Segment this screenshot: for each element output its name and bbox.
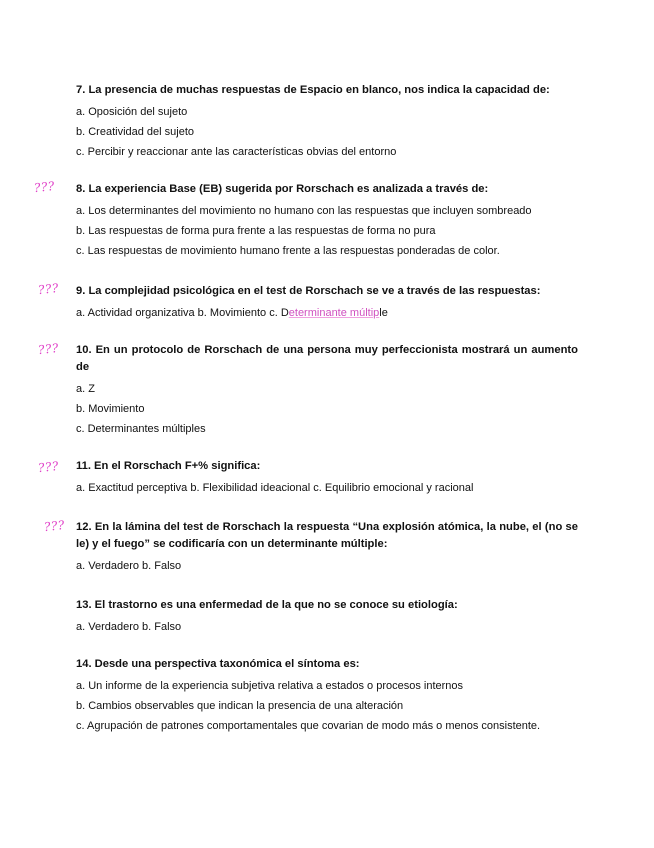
answer-option: a. Verdadero b. Falso	[76, 560, 182, 572]
answer-option: c. Las respuestas de movimiento humano frente a las respuestas ponderadas de color.	[76, 245, 500, 257]
answer-text: le	[379, 307, 388, 319]
question-10	[76, 342, 578, 439]
question-8	[76, 181, 578, 261]
answer-text: a. Actividad organizativa b. Movimiento c. D	[76, 307, 289, 319]
question-7	[76, 82, 578, 162]
question-title: 14. Desde una perspectiva taxonómica el síntoma es:	[76, 658, 360, 670]
answer-option: c. Percibir y reaccionar ante las características obvias del entorno	[76, 146, 397, 158]
question-title: 7. La presencia de muchas respuestas de Espacio en blanco, nos indica la capacidad de:	[76, 84, 550, 96]
answer-option: a. Verdadero b. Falso	[76, 621, 182, 633]
answer-option: a. Oposición del sujeto	[76, 106, 188, 118]
answer-option: b. Movimiento	[76, 403, 145, 415]
answer-option: a. Los determinantes del movimiento no humano con las respuestas que incluyen sombreado	[76, 205, 532, 217]
answer-option	[76, 303, 578, 323]
answer-option: a. Z	[76, 383, 95, 395]
answer-option: a. Exactitud perceptiva b. Flexibilidad ideacional c. Equilibrio emocional y racional	[76, 482, 474, 494]
question-title: 10. En un protocolo de Rorschach de una persona muy perfeccionista mostrará un aumento de	[76, 344, 578, 373]
answer-option: b. Creatividad del sujeto	[76, 126, 195, 138]
answer-option: c. Determinantes múltiples	[76, 423, 206, 435]
question-12	[76, 519, 578, 576]
question-title: 11. En el Rorschach F+% significa:	[76, 460, 261, 472]
answer-option: b. Cambios observables que indican la presencia de una alteración	[76, 700, 404, 712]
handwritten-question-mark: ???	[37, 280, 60, 298]
question-14	[76, 656, 578, 736]
handwritten-question-mark: ???	[37, 340, 60, 358]
question-title: 13. El trastorno es una enfermedad de la que no se conoce su etiología:	[76, 599, 458, 611]
highlighted-text: eterminante múltip	[288, 307, 380, 319]
handwritten-question-mark: ???	[37, 458, 60, 476]
question-title: 9. La complejidad psicológica en el test de Rorschach se ve a través de las respuestas:	[76, 285, 541, 297]
question-13	[76, 597, 578, 637]
answer-option: b. Las respuestas de forma pura frente a las respuestas de forma no pura	[76, 225, 436, 237]
question-title: 12. En la lámina del test de Rorschach la respuesta “Una explosión atómica, la nube, el (no se le) y el fuego” se codificaría con un determinante múltiple:	[76, 521, 578, 550]
handwritten-question-mark: ???	[43, 517, 66, 535]
answer-option: c. Agrupación de patrones comportamentales que covarian de modo más o menos consistente.	[76, 720, 541, 732]
question-9	[76, 283, 578, 323]
question-11	[76, 458, 578, 498]
handwritten-question-mark: ???	[33, 178, 56, 196]
question-title: 8. La experiencia Base (EB) sugerida por Rorschach es analizada a través de:	[76, 183, 489, 195]
answer-option: a. Un informe de la experiencia subjetiva relativa a estados o procesos internos	[76, 680, 464, 692]
